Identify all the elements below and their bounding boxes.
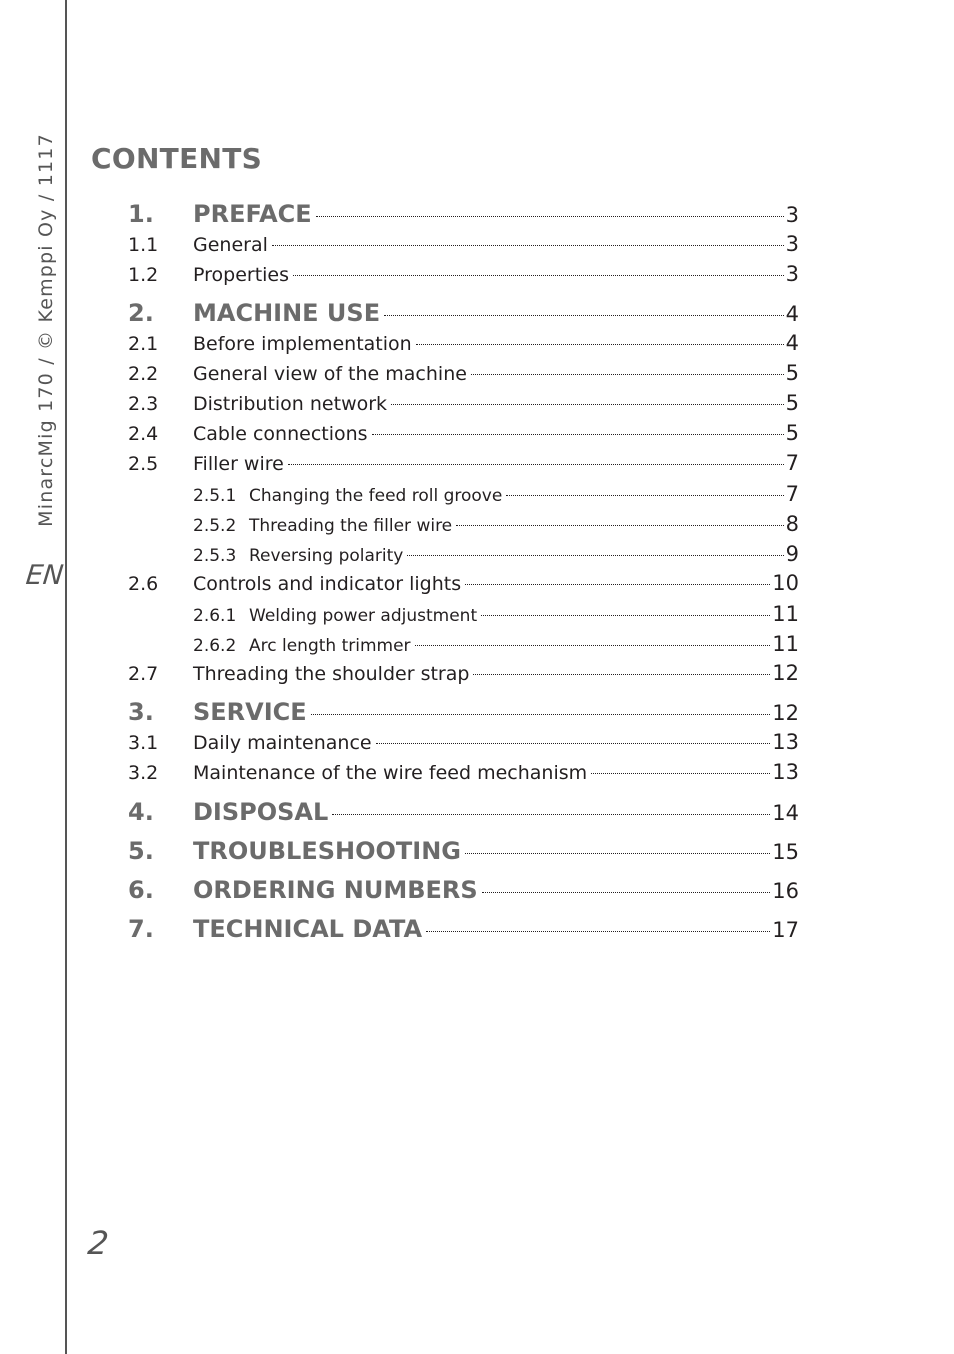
toc-entry[interactable] <box>128 361 799 391</box>
toc-entry-page: 3 <box>785 262 799 286</box>
toc-entry-number: 2.3 <box>128 393 159 415</box>
toc-entry-label: Threading the filler wire <box>249 516 453 536</box>
dot-leader <box>482 892 771 893</box>
toc-entry-page: 5 <box>785 421 799 445</box>
toc-entry-label: Properties <box>193 264 290 286</box>
toc-entry-label: General view of the machine <box>193 363 467 385</box>
toc-entry-label: Reversing polarity <box>249 546 404 566</box>
toc-entry-label: Welding power adjustment <box>249 606 478 626</box>
toc-entry-page: 10 <box>772 571 799 595</box>
toc-entry-label: TECHNICAL DATA <box>193 915 423 943</box>
dot-leader <box>471 374 784 375</box>
toc-entry-page: 11 <box>772 602 799 626</box>
toc-entry-label: Cable connections <box>193 423 368 445</box>
toc-entry[interactable] <box>128 730 799 760</box>
toc-entry-number: 2.2 <box>128 363 159 385</box>
toc-entry[interactable] <box>128 391 799 421</box>
toc-entry-page: 3 <box>785 232 799 256</box>
toc-entry-label: General <box>193 234 268 256</box>
dot-leader <box>391 404 784 405</box>
toc-entry-page: 7 <box>785 451 799 475</box>
toc-entry-page: 12 <box>772 701 799 725</box>
page-title: CONTENTS <box>91 142 263 175</box>
dot-leader <box>376 743 771 744</box>
toc-entry-label: DISPOSAL <box>193 798 329 826</box>
dot-leader <box>316 216 784 217</box>
toc-entry[interactable] <box>193 512 799 542</box>
toc-entry-number: 4. <box>128 798 154 826</box>
toc-entry-number: 2.4 <box>128 423 159 445</box>
toc-entry-page: 5 <box>785 361 799 385</box>
toc-entry[interactable] <box>128 760 799 790</box>
toc-entry-number: 7. <box>128 915 154 943</box>
toc-entry-number: 2.5 <box>128 453 159 475</box>
toc-entry[interactable] <box>128 837 799 867</box>
toc-entry[interactable] <box>193 482 799 512</box>
dot-leader <box>288 464 784 465</box>
toc-entry-number: 2.1 <box>128 333 159 355</box>
toc-entry[interactable] <box>128 331 799 361</box>
toc-entry-number: 2.6.2 <box>193 636 237 656</box>
toc-entry[interactable] <box>128 299 799 329</box>
toc-entry-page: 4 <box>785 302 799 326</box>
toc-entry-label: MACHINE USE <box>193 299 381 327</box>
toc-entry-label: Filler wire <box>193 453 284 475</box>
toc-entry-label: ORDERING NUMBERS <box>193 876 478 904</box>
toc-entry-number: 2.6.1 <box>193 606 237 626</box>
toc-entry-page: 13 <box>772 730 799 754</box>
dot-leader <box>465 853 770 854</box>
toc-entry-label: TROUBLESHOOTING <box>193 837 461 865</box>
dot-leader <box>506 495 783 496</box>
toc-entry-page: 8 <box>785 512 799 536</box>
toc-entry-number: 1.1 <box>128 234 159 256</box>
dot-leader <box>426 931 770 932</box>
toc-entry-page: 12 <box>772 661 799 685</box>
dot-leader <box>473 674 770 675</box>
toc-entry-page: 11 <box>772 632 799 656</box>
toc-entry-label: Before implementation <box>193 333 412 355</box>
dot-leader <box>415 645 771 646</box>
dot-leader <box>416 344 784 345</box>
toc-entry-page: 9 <box>785 542 799 566</box>
toc-entry-number: 2.5.3 <box>193 546 237 566</box>
toc-entry-label: SERVICE <box>193 698 307 726</box>
toc-entry[interactable] <box>193 542 799 572</box>
dot-leader <box>272 245 784 246</box>
toc-entry-number: 2.6 <box>128 573 159 595</box>
toc-entry-number: 5. <box>128 837 154 865</box>
dot-leader <box>384 315 784 316</box>
toc-entry-number: 3. <box>128 698 154 726</box>
dot-leader <box>372 434 784 435</box>
toc-entry[interactable] <box>128 571 799 601</box>
dot-leader <box>481 615 770 616</box>
toc-entry-label: Arc length trimmer <box>249 636 411 656</box>
toc-entry-page: 4 <box>785 331 799 355</box>
toc-entry[interactable] <box>193 632 799 662</box>
toc-entry-number: 6. <box>128 876 154 904</box>
toc-entry-number: 2. <box>128 299 154 327</box>
toc-entry-number: 3.1 <box>128 732 159 754</box>
toc-entry[interactable] <box>128 232 799 262</box>
toc-entry-number: 3.2 <box>128 762 159 784</box>
toc-entry[interactable] <box>128 698 799 728</box>
toc-entry[interactable] <box>128 661 799 691</box>
toc-entry[interactable] <box>128 451 799 481</box>
toc-entry-label: Distribution network <box>193 393 388 415</box>
toc-entry-page: 15 <box>772 840 799 864</box>
dot-leader <box>465 584 770 585</box>
toc-entry-number: 2.5.1 <box>193 486 237 506</box>
toc-entry-number: 1. <box>128 200 154 228</box>
toc-entry-number: 2.7 <box>128 663 159 685</box>
toc-entry-label: Threading the shoulder strap <box>193 663 470 685</box>
toc-entry[interactable] <box>128 262 799 292</box>
toc-entry-number: 1.2 <box>128 264 159 286</box>
toc-entry-label: Changing the feed roll groove <box>249 486 503 506</box>
language-label: EN <box>24 560 65 591</box>
toc-entry-page: 17 <box>772 918 799 942</box>
toc-entry[interactable] <box>193 602 799 632</box>
toc-entry[interactable] <box>128 798 799 828</box>
toc-entry-label: Daily maintenance <box>193 732 372 754</box>
toc-entry-page: 3 <box>785 203 799 227</box>
toc-entry-label: Maintenance of the wire feed mechanism <box>193 762 588 784</box>
toc-entry-label: PREFACE <box>193 200 312 228</box>
toc-entry-page: 14 <box>772 801 799 825</box>
page-number: 2 <box>86 1224 111 1262</box>
toc-entry[interactable] <box>128 915 799 945</box>
toc-entry[interactable] <box>128 421 799 451</box>
toc-entry-label: Controls and indicator lights <box>193 573 462 595</box>
dot-leader <box>311 714 771 715</box>
document-footer-text: MinarcMig 170 / © Kemppi Oy / 1117 <box>35 133 57 527</box>
dot-leader <box>407 555 783 556</box>
toc-entry-page: 7 <box>785 482 799 506</box>
toc-entry-number: 2.5.2 <box>193 516 237 536</box>
toc-entry-page: 5 <box>785 391 799 415</box>
toc-entry-page: 13 <box>772 760 799 784</box>
dot-leader <box>591 773 770 774</box>
dot-leader <box>456 525 783 526</box>
dot-leader <box>332 814 770 815</box>
dot-leader <box>293 275 784 276</box>
toc-entry[interactable] <box>128 200 799 230</box>
toc-entry[interactable] <box>128 876 799 906</box>
toc-entry-page: 16 <box>772 879 799 903</box>
